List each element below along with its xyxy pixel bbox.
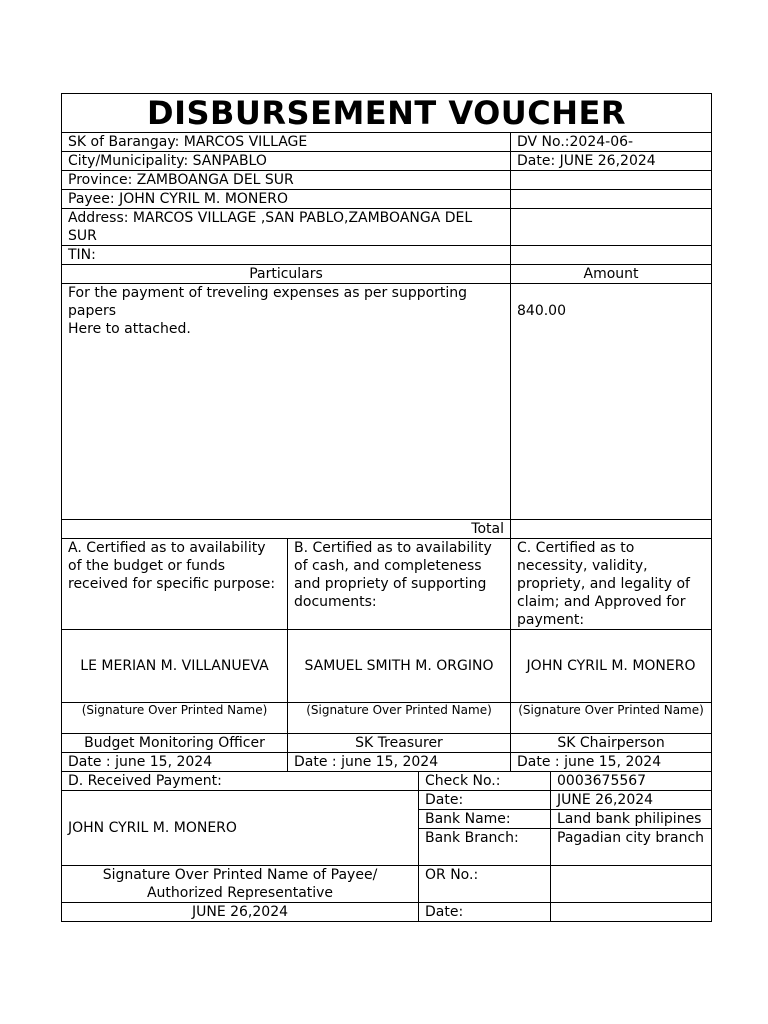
province: Province: ZAMBOANGA DEL SUR [62,171,511,190]
position-b: SK Treasurer [288,734,511,753]
payee-signature-label: Signature Over Printed Name of Payee/ Authorized Representative [62,866,419,903]
received-date: JUNE 26,2024 [62,903,419,922]
voucher-title: DISBURSEMENT VOUCHER [62,94,712,133]
payee: Payee: JOHN CYRIL M. MONERO [62,190,511,209]
check-date-value: JUNE 26,2024 [551,791,712,810]
signatory-name-a: LE MERIAN M. VILLANUEVA [62,630,288,703]
total-value [511,520,712,539]
or-no-value [551,866,712,903]
signatory-name-c: JOHN CYRIL M. MONERO [511,630,712,703]
amount-header: Amount [511,265,712,284]
empty-cell [511,209,712,246]
particulars-text: For the payment of treveling expenses as per supporting papers Here to attached. [62,284,511,520]
sk-barangay: SK of Barangay: MARCOS VILLAGE [62,133,511,152]
bank-name-label: Bank Name: [419,810,551,829]
date-b: Date : june 15, 2024 [288,753,511,772]
certification-a: A. Certified as to availability of the budget or funds received for specific purpose: [62,539,288,630]
date-a: Date : june 15, 2024 [62,753,288,772]
total-label: Total [62,520,511,539]
amount-value: 840.00 [511,284,712,520]
or-no-label: OR No.: [419,866,551,903]
position-c: SK Chairperson [511,734,712,753]
signature-label-b: (Signature Over Printed Name) [288,703,511,734]
empty-cell [511,246,712,265]
certification-c: C. Certified as to necessity, validity, propriety, and legality of claim; and Approved for payment: [511,539,712,630]
address: Address: MARCOS VILLAGE ,SAN PABLO,ZAMBOANGA DEL SUR [62,209,511,246]
signature-label-a: (Signature Over Printed Name) [62,703,288,734]
dv-number: DV No.:2024-06- [511,133,712,152]
empty-cell [511,171,712,190]
check-no-label: Check No.: [419,772,551,791]
tin: TIN: [62,246,511,265]
disbursement-voucher [61,93,712,922]
date-c: Date : june 15, 2024 [511,753,712,772]
signatory-name-b: SAMUEL SMITH M. ORGINO [288,630,511,703]
check-date-label: Date: [419,791,551,810]
city-municipality: City/Municipality: SANPABLO [62,152,511,171]
particulars-header: Particulars [62,265,511,284]
check-no-value: 0003675567 [551,772,712,791]
position-a: Budget Monitoring Officer [62,734,288,753]
or-date-label: Date: [419,903,551,922]
bank-branch-label: Bank Branch: [419,829,551,866]
or-date-value [551,903,712,922]
signature-label-c: (Signature Over Printed Name) [511,703,712,734]
voucher-date: Date: JUNE 26,2024 [511,152,712,171]
bank-branch-value: Pagadian city branch [551,829,712,866]
certification-b: B. Certified as to availability of cash, and completeness and propriety of supporting documents: [288,539,511,630]
empty-cell [511,190,712,209]
received-payment-label: D. Received Payment: [62,772,419,791]
received-payee-name: JOHN CYRIL M. MONERO [62,791,419,866]
bank-name-value: Land bank philipines [551,810,712,829]
